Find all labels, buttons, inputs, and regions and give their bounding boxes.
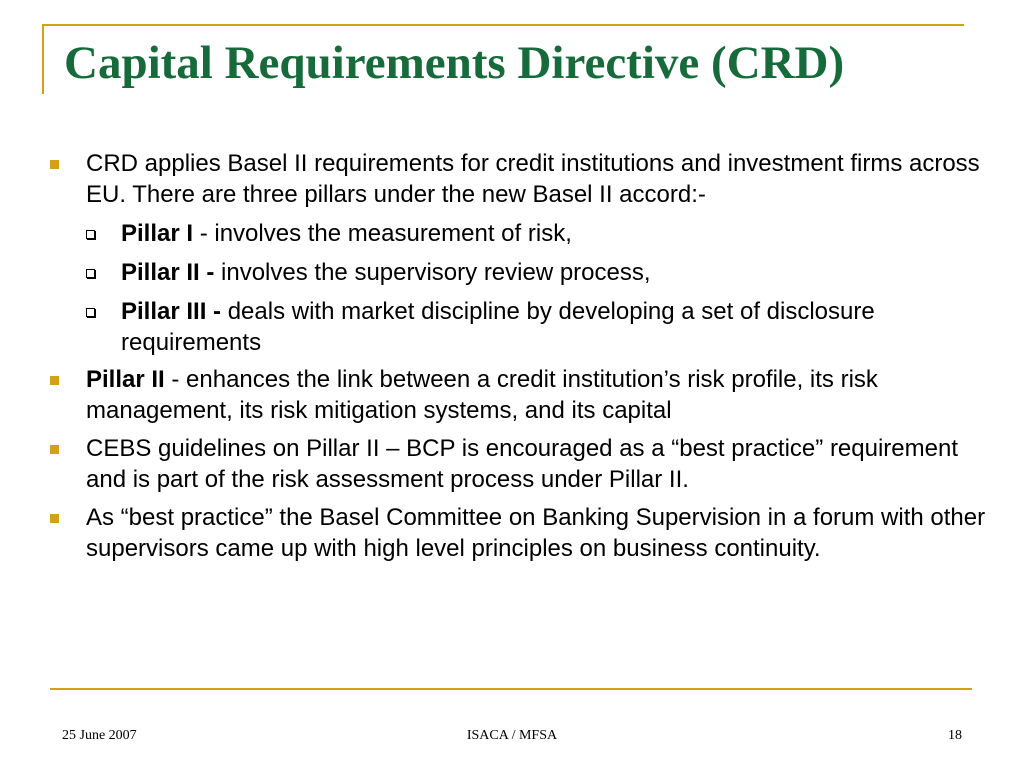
bullet-text: As “best practice” the Basel Committee on Banking Supervision in a forum with other supervisors came up with high level principles on business continuity. <box>86 504 986 562</box>
slide-title: Capital Requirements Directive (CRD) <box>64 37 845 89</box>
page-number: 18 <box>948 728 962 743</box>
bullet-list <box>50 148 990 571</box>
sub-bullet-item <box>50 218 990 249</box>
footer-date: 25 June 2007 <box>62 728 137 743</box>
bullet-item <box>50 502 990 564</box>
hollow-square-bullet-icon <box>86 269 95 278</box>
square-bullet-icon <box>50 445 59 454</box>
bullet-item <box>50 364 990 426</box>
sub-bullet-item <box>50 257 990 288</box>
sub-bullet-text: involves the supervisory review process, <box>221 259 651 286</box>
frame-left-rule <box>42 24 44 94</box>
sub-bullet-bold: Pillar III - <box>121 298 228 325</box>
sub-bullet-text: deals with market discipline by developing a set of disclosure requirements <box>121 298 875 356</box>
sub-bullet-list <box>50 218 990 358</box>
bullet-text: - enhances the link between a credit institution’s risk profile, its risk management, its risk mitigation systems, and its capital <box>86 366 878 424</box>
hollow-square-bullet-icon <box>86 230 95 239</box>
square-bullet-icon <box>50 160 59 169</box>
frame-top-rule <box>42 24 964 26</box>
footer-organization: ISACA / MFSA <box>466 728 558 743</box>
square-bullet-icon <box>50 376 59 385</box>
footer-rule <box>50 688 972 690</box>
hollow-square-bullet-icon <box>86 308 95 317</box>
sub-bullet-text: - involves the measurement of risk, <box>193 220 572 247</box>
sub-bullet-bold: Pillar II - <box>121 259 222 286</box>
bullet-text: CRD applies Basel II requirements for credit institutions and investment firms across EU. There are three pillars under the new Basel II accord:- <box>86 150 980 208</box>
bullet-bold: Pillar II <box>86 366 165 393</box>
bullet-item <box>50 148 990 210</box>
bullet-item <box>50 433 990 495</box>
sub-bullet-bold: Pillar I <box>121 220 194 247</box>
square-bullet-icon <box>50 514 59 523</box>
bullet-text: CEBS guidelines on Pillar II – BCP is encouraged as a “best practice” requirement and is part of the risk assessment process under Pillar II. <box>86 435 959 493</box>
sub-bullet-item <box>50 296 990 358</box>
